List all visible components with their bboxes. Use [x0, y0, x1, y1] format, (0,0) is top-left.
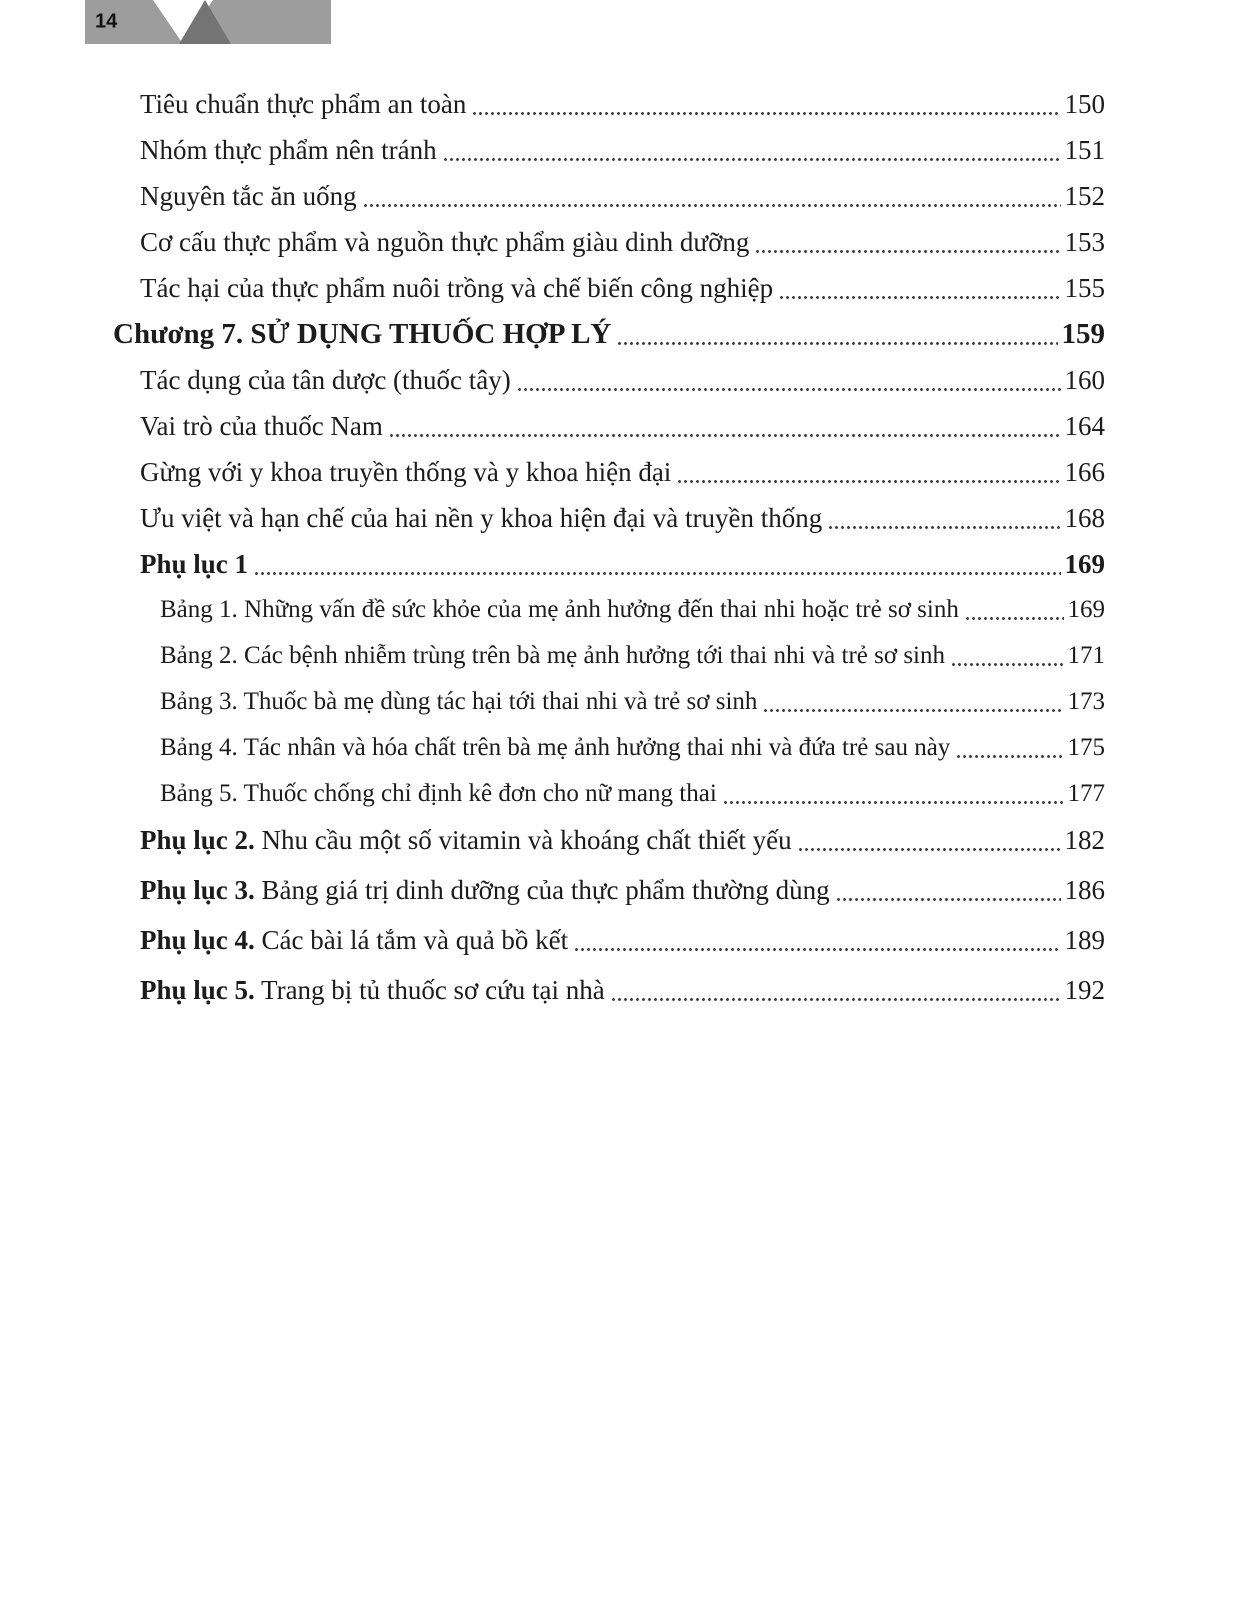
toc-entry-normal: [113, 226, 1105, 259]
toc-entry-page: 189: [1064, 925, 1105, 955]
toc-entry-text: Bảng 3. Thuốc bà mẹ dùng tác hại tới thai nhi và trẻ sơ sinh: [160, 688, 758, 715]
dot-leader: [255, 572, 1060, 575]
toc-entry-text: Tiêu chuẩn thực phẩm an toàn: [140, 89, 467, 119]
dot-leader: [837, 898, 1061, 901]
toc-entry-normal: [113, 502, 1105, 535]
toc-entry-normal: [113, 180, 1105, 213]
toc-entry-text: Các bài lá tắm và quả bồ kết: [254, 925, 569, 955]
toc-entry-normal: [113, 134, 1105, 167]
toc-entry-label: [140, 88, 466, 121]
toc-entry-page: 164: [1064, 411, 1105, 441]
toc-entry-text: Bảng 4. Tác nhân và hóa chất trên bà mẹ ảnh hưởng thai nhi và đứa trẻ sau này: [160, 734, 951, 761]
dot-leader: [678, 480, 1060, 483]
toc-entry-sub: [113, 732, 1105, 764]
toc-entry-label: [140, 134, 437, 167]
dot-leader: [612, 998, 1061, 1001]
toc-entry-label: [140, 874, 830, 907]
toc-entry-label: [160, 778, 717, 810]
dot-leader: [952, 663, 1064, 666]
toc-entry-prefix: Chương 7.: [113, 318, 244, 350]
toc-entry-text: Bảng 5. Thuốc chống chỉ định kê đơn cho nữ mang thai: [160, 780, 717, 807]
dot-leader: [756, 250, 1060, 253]
toc-entry-label: [140, 364, 511, 397]
toc-entry-text: Ưu việt và hạn chế của hai nền y khoa hiện đại và truyền thống: [140, 503, 823, 533]
dot-leader: [364, 204, 1061, 207]
toc-entry-text: Bảng 2. Các bệnh nhiễm trùng trên bà mẹ ảnh hưởng tới thai nhi và trẻ sơ sinh: [160, 642, 945, 669]
dot-leader: [473, 112, 1060, 115]
dot-leader: [829, 526, 1060, 529]
toc-entry-text: SỬ DỤNG THUỐC HỢP LÝ: [243, 318, 612, 350]
toc-entry-page: 169: [1067, 596, 1105, 623]
toc-entry-normal: [113, 364, 1105, 397]
toc-entry-label: [140, 974, 605, 1007]
toc-entry-normal: [113, 456, 1105, 489]
dot-leader: [957, 755, 1063, 758]
toc-entry-label: [140, 456, 671, 489]
toc-entry-appendix: [113, 874, 1105, 907]
toc-entry-page: 186: [1064, 875, 1105, 905]
toc-entry-label: [140, 226, 749, 259]
toc-entry-label: [160, 686, 757, 718]
toc-entry-page: 175: [1067, 734, 1105, 761]
dot-leader: [390, 434, 1061, 437]
toc-entry-text: Trang bị tủ thuốc sơ cứu tại nhà: [254, 975, 605, 1005]
toc-entry-page: 192: [1064, 975, 1105, 1005]
toc-entry-sub: [113, 640, 1105, 672]
toc-entry-prefix: Phụ lục 4.: [140, 925, 255, 955]
page-number: 14: [95, 10, 118, 33]
toc-entry-text: Vai trò của thuốc Nam: [140, 411, 383, 441]
toc-entry-label: [140, 502, 822, 535]
toc-entry-text: Nhóm thực phẩm nên tránh: [140, 135, 437, 165]
toc-entry-label: [140, 824, 792, 857]
toc-entry-text: Phụ lục 1: [140, 549, 249, 579]
toc-entry-page: 160: [1064, 365, 1105, 395]
toc-entry-chapter: [113, 318, 1105, 351]
toc-entry-label: [113, 318, 611, 351]
dot-leader: [966, 617, 1064, 620]
dot-leader: [764, 709, 1063, 712]
toc-entry-appendix-head: [113, 548, 1105, 581]
toc-entry-page: 173: [1067, 688, 1105, 715]
toc-entry-page: 159: [1061, 318, 1105, 350]
toc-entry-normal: [113, 410, 1105, 443]
toc-entry-label: [140, 548, 248, 581]
toc-entry-page: 150: [1064, 89, 1105, 119]
toc-entry-label: [160, 732, 950, 764]
toc-entry-page: 177: [1067, 780, 1105, 807]
dot-leader: [618, 342, 1057, 345]
toc-entry-text: Nguyên tắc ăn uống: [140, 181, 357, 211]
toc-entry-text: Bảng giá trị dinh dưỡng của thực phẩm thường dùng: [254, 875, 830, 905]
page-header-bar: [85, 0, 331, 44]
toc-entry-appendix: [113, 824, 1105, 857]
toc-entry-label: [160, 594, 959, 626]
toc-entry-page: 155: [1064, 273, 1105, 303]
toc-entry-text: Gừng với y khoa truyền thống và y khoa hiện đại: [140, 457, 672, 487]
toc-entry-sub: [113, 594, 1105, 626]
toc-entry-page: 166: [1064, 457, 1105, 487]
toc-entry-label: [140, 272, 773, 305]
toc-entry-text: Bảng 1. Những vấn đề sức khỏe của mẹ ảnh hưởng đến thai nhi hoặc trẻ sơ sinh: [160, 596, 959, 623]
toc-entry-normal: [113, 272, 1105, 305]
toc-entry-label: [160, 640, 945, 672]
toc-entry-page: 152: [1064, 181, 1105, 211]
toc-entry-label: [140, 924, 568, 957]
toc-entry-sub: [113, 686, 1105, 718]
dot-leader: [724, 801, 1064, 804]
toc-entry-page: 171: [1067, 642, 1105, 669]
toc-entry-page: 182: [1064, 825, 1105, 855]
toc-entry-appendix: [113, 974, 1105, 1007]
toc-entry-prefix: Phụ lục 3.: [140, 875, 255, 905]
toc-entry-page: 153: [1064, 227, 1105, 257]
toc-entry-page: 168: [1064, 503, 1105, 533]
toc-entry-prefix: Phụ lục 5.: [140, 975, 255, 1005]
toc-entry-page: 169: [1064, 549, 1105, 579]
toc-entry-appendix: [113, 924, 1105, 957]
toc-entry-sub: [113, 778, 1105, 810]
toc-entry-text: Tác hại của thực phẩm nuôi trồng và chế biến công nghiệp: [140, 273, 774, 303]
toc-entry-page: 151: [1064, 135, 1105, 165]
toc-entry-text: Nhu cầu một số vitamin và khoáng chất thiết yếu: [254, 825, 792, 855]
dot-leader: [780, 296, 1060, 299]
table-of-contents: [113, 88, 1105, 1024]
toc-entry-label: [140, 410, 383, 443]
dot-leader: [799, 848, 1061, 851]
toc-entry-prefix: Phụ lục 2.: [140, 825, 255, 855]
dot-leader: [444, 158, 1061, 161]
dot-leader: [575, 948, 1060, 951]
toc-entry-text: Tác dụng của tân dược (thuốc tây): [140, 365, 511, 395]
dot-leader: [518, 388, 1061, 391]
toc-entry-label: [140, 180, 357, 213]
toc-entry-text: Cơ cấu thực phẩm và nguồn thực phẩm giàu dinh dưỡng: [140, 227, 750, 257]
toc-entry-normal: [113, 88, 1105, 121]
